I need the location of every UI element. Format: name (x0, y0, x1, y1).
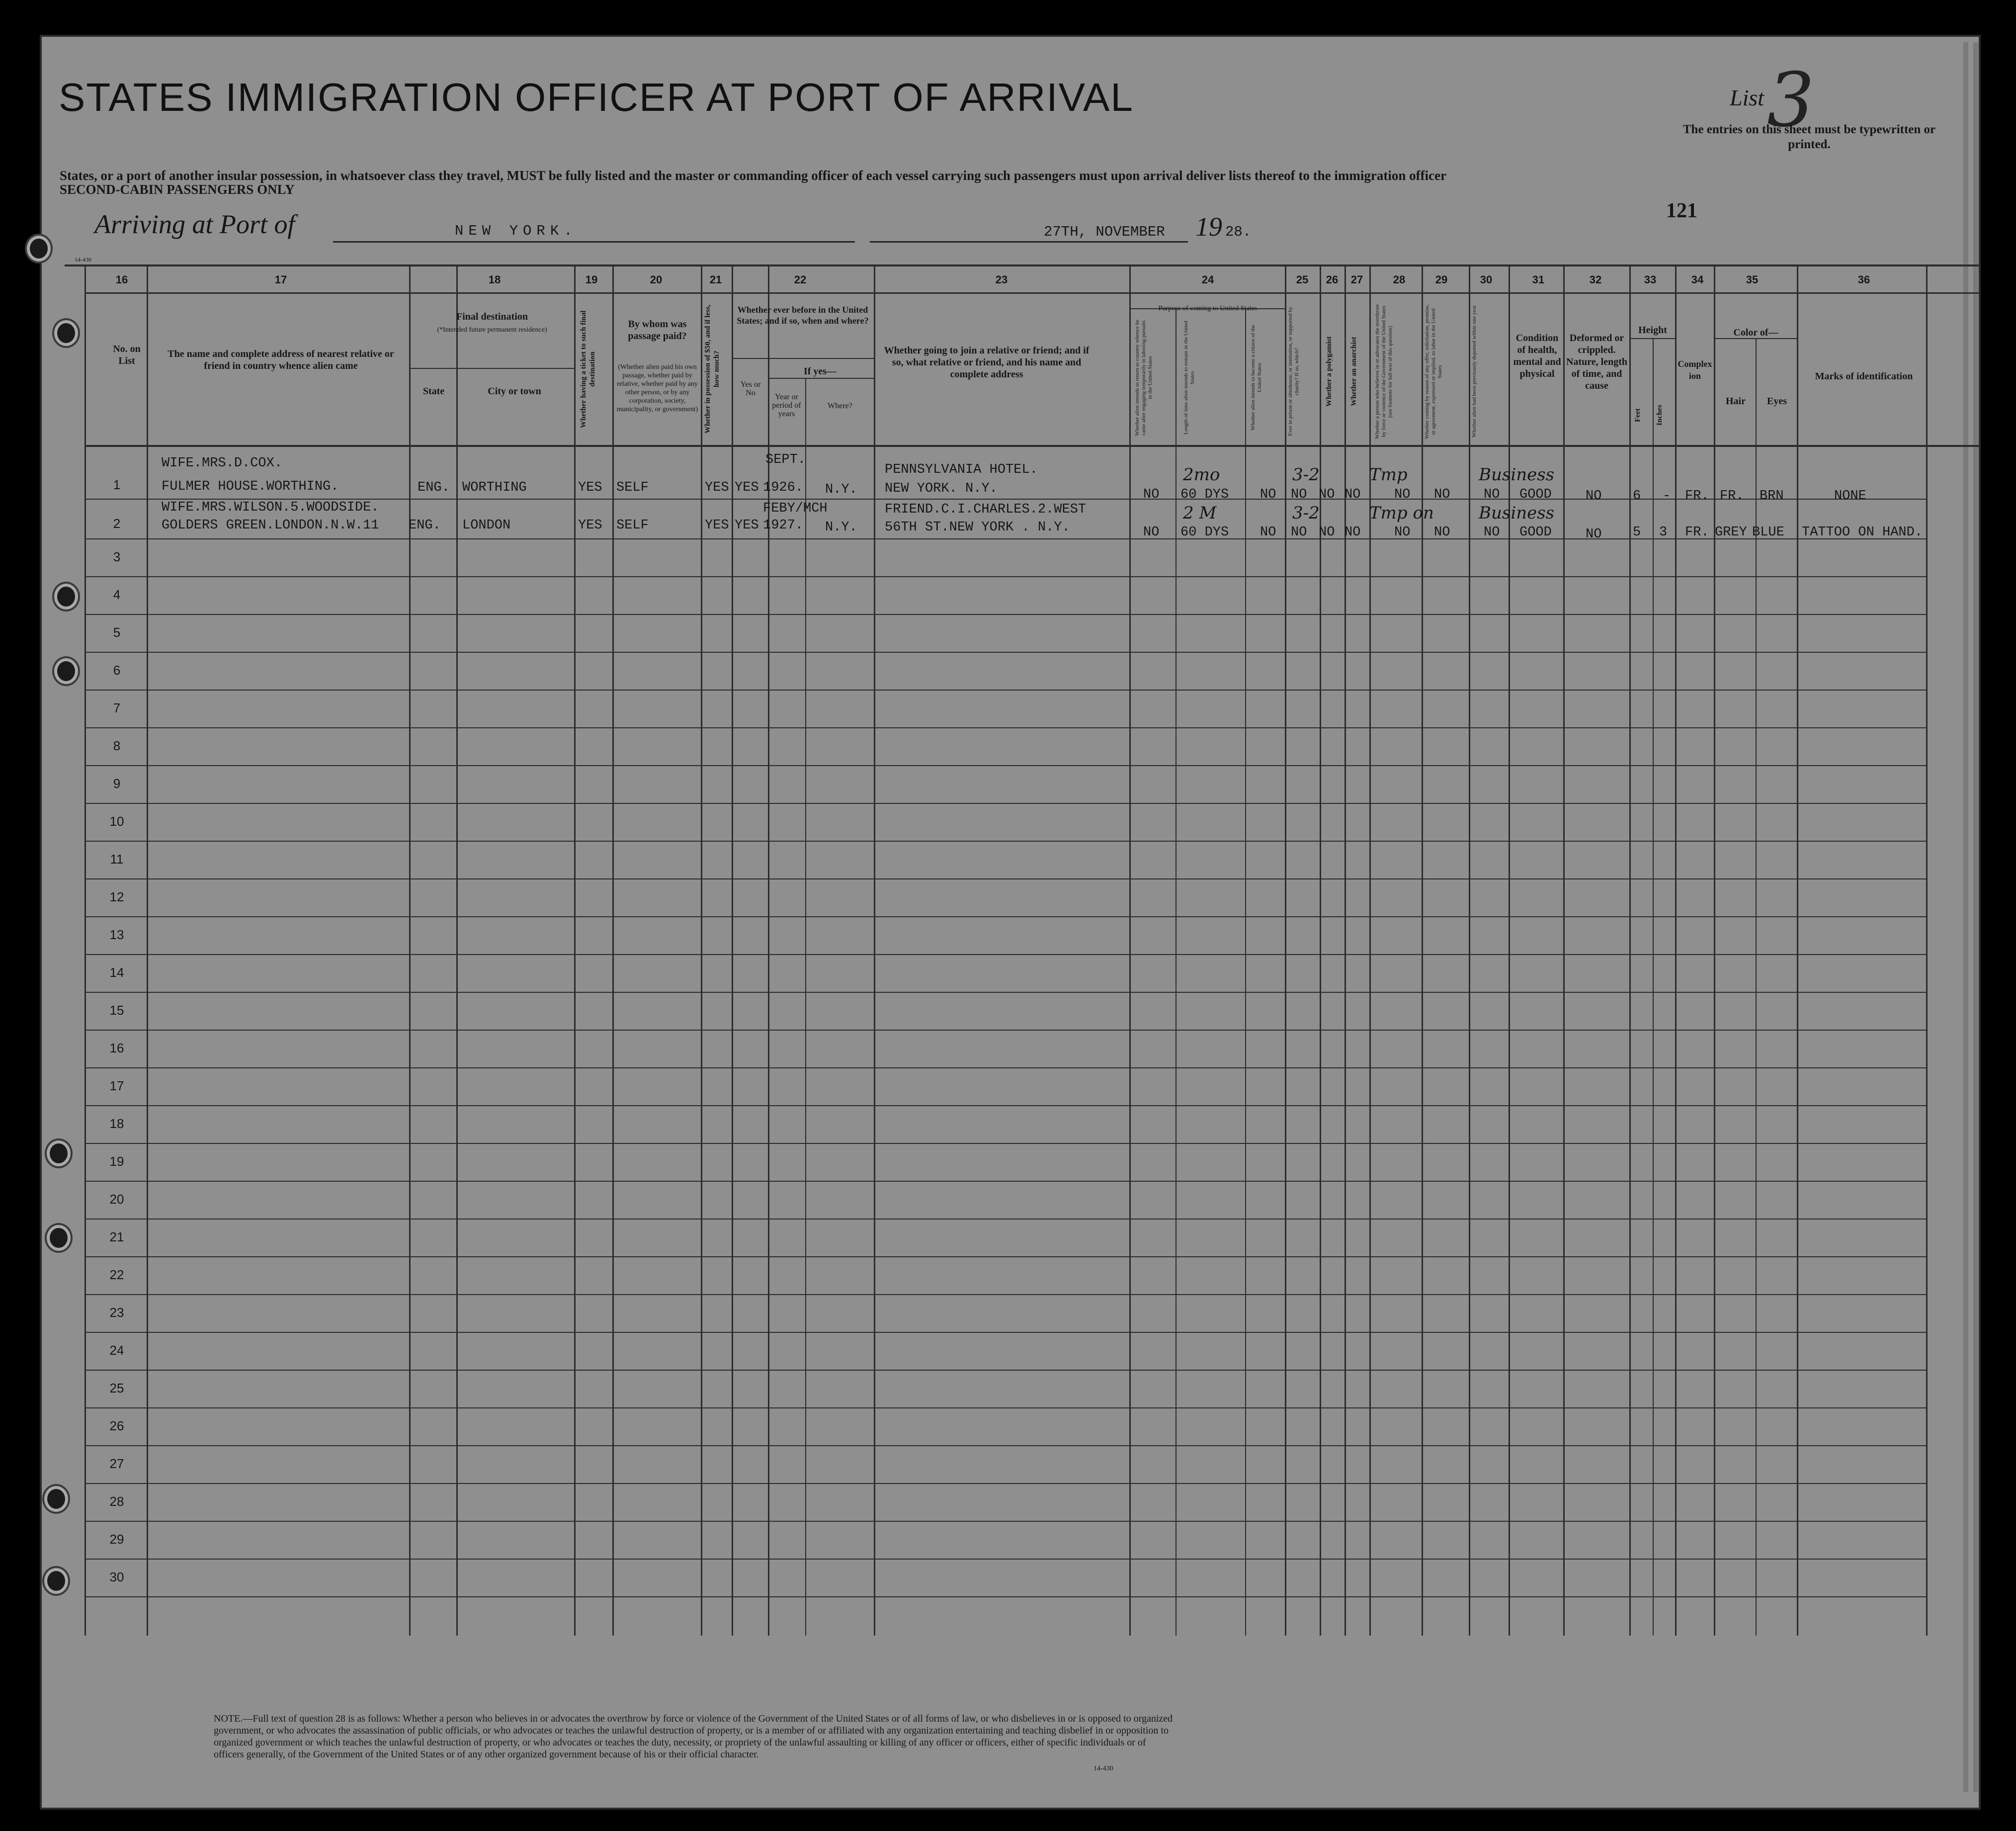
row-rule (84, 1407, 1926, 1408)
col-number: 28 (1393, 273, 1406, 286)
footnote-code: 14-430 (1093, 1765, 1113, 1772)
header-sub-rule (409, 368, 574, 369)
page-edge (1973, 42, 1978, 1792)
header-height: Height (1638, 325, 1667, 336)
row-rule (84, 954, 1926, 955)
joining-line1: PENNSYLVANIA HOTEL. (885, 462, 1038, 477)
sub-column-rule (805, 378, 806, 1636)
page-title: STATES IMMIGRATION OFFICER AT PORT OF ARRIVAL (59, 75, 1134, 119)
row-number: 6 (113, 663, 121, 678)
header-final-destination-note: (*Intended future permanent residence) (437, 326, 547, 334)
col-number: 16 (115, 273, 128, 286)
row-rule (84, 1596, 1926, 1597)
row-number: 18 (109, 1116, 124, 1131)
column-rule (574, 266, 576, 1636)
table-top-rule (65, 264, 1981, 266)
purpose-citizen: NO (1260, 487, 1276, 502)
row-number: 4 (113, 587, 121, 602)
row-rule (84, 1181, 1926, 1182)
height-feet: 6 (1633, 489, 1641, 504)
row-number: 1 (113, 477, 121, 492)
row-rule (84, 841, 1926, 842)
relative-line2: GOLDERS GREEN.LONDON.N.W.11 (162, 518, 379, 533)
dest-state: ENG. (409, 518, 441, 533)
q29: NO (1434, 487, 1450, 502)
money: YES (705, 518, 729, 533)
header-class: SECOND-CABIN PASSENGERS ONLY (60, 182, 295, 197)
col-number: 29 (1435, 273, 1448, 286)
row-rule (84, 652, 1926, 653)
handwritten-purpose: Tmp (1369, 465, 1408, 485)
column-rule (1926, 266, 1928, 1636)
row-number: 10 (109, 814, 124, 829)
polygamist: NO (1319, 487, 1335, 502)
col-number: 32 (1589, 273, 1602, 286)
row-rule (84, 1219, 1926, 1220)
column-rule (1129, 266, 1131, 1636)
row-number: 11 (110, 852, 124, 867)
row-number: 20 (109, 1192, 124, 1207)
sub-column-rule (1653, 338, 1654, 1636)
header-deformed: Deformed or crippled. Nature, length of time, and cause (1566, 333, 1627, 391)
column-rule (1714, 266, 1715, 1636)
header-purpose: Purpose of coming to United States (1158, 305, 1258, 312)
column-rule (147, 266, 148, 1636)
header-sub-rule (768, 378, 874, 379)
row-rule (84, 1445, 1926, 1446)
column-rule (1675, 266, 1677, 1636)
relative-line2: FULMER HOUSE.WORTHING. (162, 479, 339, 494)
header-q30: Whether alien had been previously deported within one year (1471, 305, 1477, 438)
column-rule (701, 266, 702, 1636)
row-rule (84, 803, 1926, 804)
header-if-yes: If yes— (803, 366, 837, 377)
header-complexion: Complexion (1678, 359, 1712, 381)
purpose-length-handwritten: 2 M (1183, 503, 1217, 523)
row-number: 26 (109, 1418, 124, 1433)
header-health: Condition of health, mental and physical (1513, 333, 1561, 379)
hair: GREY (1715, 525, 1747, 540)
marks: TATTOO ON HAND. (1802, 525, 1923, 540)
visit-where: N.Y. (825, 520, 857, 535)
port-underline (333, 241, 855, 243)
row-number: 12 (109, 889, 124, 904)
header-sub-rule (732, 358, 874, 359)
deformed: NO (1586, 489, 1602, 504)
col-number: 17 (274, 273, 287, 286)
row-rule (84, 1370, 1926, 1371)
header-ticket: Whether having a ticket to such final destination (580, 310, 596, 428)
col-number: 35 (1746, 273, 1759, 286)
header-money: Whether in possession of $50, and if less, how much? (704, 304, 721, 434)
column-rule (874, 266, 875, 1636)
header-polygamist: Whether a polygamist (1325, 336, 1333, 407)
header-marks: Marks of identification (1815, 371, 1913, 382)
header-purpose-citizen: Whether alien intends to become a citizen of the United States (1250, 325, 1262, 431)
height-inches: 3 (1659, 525, 1668, 540)
header-before-in-us: Whether ever before in the United States; and if so, when and where? (737, 305, 869, 326)
purpose-length: 60 DYS (1180, 525, 1229, 540)
relative-line1: WIFE.MRS.D.COX. (162, 456, 283, 471)
row-number: 3 (113, 549, 121, 564)
row-rule (84, 765, 1926, 766)
visit-year-line1: SEPT. (765, 452, 806, 467)
row-number: 24 (109, 1343, 124, 1358)
purpose-length-handwritten: 2mo (1183, 465, 1220, 485)
entries-note: The entries on this sheet must be typewritten or printed. (1682, 123, 1936, 151)
header-sub-rule (1629, 338, 1675, 339)
purpose-citizen: NO (1260, 525, 1276, 540)
complexion: FR. (1685, 489, 1709, 504)
col-number: 31 (1532, 273, 1545, 286)
row-number: 9 (113, 776, 121, 791)
date-underline (870, 241, 1188, 243)
dest-state: ENG. (418, 480, 450, 495)
footnote: NOTE.—Full text of question 28 is as follows: Whether a person who believes in or advocates the overthrow by force or violence of the Government of the United States or of all forms of law, or who disbelieves in or is opposed to organized government, or who advocates the assassination of public officials, or who advocates or teaches the unlawful destruction of property, or is a member of or affiliated with any organization entertaining and teaching disbelief in or opposition to organized government or which teaches the unlawful destruction of property, or who advocates or teaches the duty, necessity, or propriety of the unlawful assaulting or killing of any officer or officers, either of specific individuals or of officers generally, of the Government of the United States or of any other organized government because of his or their official character. (214, 1713, 1173, 1760)
row-number: 15 (109, 1003, 124, 1018)
row-rule (84, 1483, 1926, 1484)
port-value: NEW YORK. (455, 223, 578, 239)
before-in-us: YES (735, 518, 759, 533)
joining-line2: NEW YORK. N.Y. (885, 481, 998, 496)
visit-year-line2: 1927. (763, 518, 804, 533)
before-in-us: YES (735, 480, 759, 495)
header-purpose-return: Whether alien intends to return to country whence he came after engaging temporarily in laboring pursuits in the United States (1134, 320, 1153, 436)
row-number: 27 (109, 1456, 124, 1471)
row-number: 14 (109, 965, 124, 980)
arriving-label: Arriving at Port of (94, 209, 295, 239)
handwritten-business: Business (1479, 503, 1555, 523)
health: GOOD (1519, 525, 1552, 540)
col-number: 23 (995, 273, 1008, 286)
health: GOOD (1519, 487, 1552, 502)
page-edge (1963, 42, 1968, 1792)
binder-hole (50, 1228, 68, 1248)
header-final-destination: Final destination (456, 311, 528, 322)
header-feet: Feet (1634, 408, 1642, 422)
column-rule (1563, 266, 1565, 1636)
col-number: 34 (1691, 273, 1704, 286)
row-rule (84, 1067, 1926, 1068)
joining-line2: 56TH ST.NEW YORK . N.Y. (885, 520, 1070, 535)
binder-hole (47, 1489, 65, 1509)
row-rule (84, 878, 1926, 879)
column-rule (1629, 266, 1631, 1636)
money: YES (705, 480, 729, 495)
row-rule (84, 1143, 1926, 1144)
joining-line1: FRIEND.C.I.CHARLES.2.WEST (885, 502, 1087, 517)
col-number: 22 (794, 273, 807, 286)
row-number: 7 (113, 700, 121, 715)
col-number: 18 (488, 273, 501, 286)
header-q28: Whether a person who believes in or advocates the overthrow by force or violence of the Government of the United States (see footnote for full text of this question) (1374, 304, 1393, 439)
column-rule (456, 266, 458, 1636)
dest-city: WORTHING (462, 480, 527, 495)
col-number: 21 (709, 273, 722, 286)
col-number: 25 (1296, 273, 1309, 286)
column-rule (612, 266, 614, 1636)
header-city: City or town (488, 386, 541, 397)
row-rule (84, 992, 1926, 993)
header-anarchist: Whether an anarchist (1350, 337, 1358, 407)
row-rule (84, 916, 1926, 917)
anarchist: NO (1344, 487, 1361, 502)
row-rule (84, 1521, 1926, 1522)
header-inches: Inches (1656, 405, 1664, 426)
row-rule (84, 1030, 1926, 1031)
row-rule (84, 614, 1926, 615)
row-number: 23 (109, 1305, 124, 1320)
eyes: BRN (1760, 489, 1784, 504)
binder-hole (47, 1571, 65, 1591)
binder-hole (57, 587, 75, 607)
visit-year-line1: FEBY/MCH (763, 501, 828, 516)
row-number: 28 (109, 1494, 124, 1509)
anarchist: NO (1344, 525, 1361, 540)
row-number: 30 (109, 1569, 124, 1584)
header-eyes: Eyes (1767, 396, 1787, 407)
q28: NO (1394, 487, 1411, 502)
form-code: 14-430 (75, 256, 91, 263)
header-purpose-length: Length of time alien intends to remain in the United States (1183, 321, 1195, 435)
header-joining: Whether going to join a relative or friend; and if so, what relative or friend, and his name and complete address (884, 345, 1090, 380)
ticket: YES (578, 480, 602, 495)
column-rule (1344, 266, 1346, 1636)
column-rule (1422, 266, 1423, 1636)
complexion: FR. (1685, 525, 1709, 540)
column-rule (1320, 266, 1321, 1636)
header-hair: Hair (1726, 396, 1746, 407)
binder-hole (30, 239, 48, 259)
row-rule (84, 690, 1926, 691)
sheet-number: 121 (1666, 199, 1697, 222)
col-number: 30 (1480, 273, 1493, 286)
row-number: 13 (109, 927, 124, 942)
header-yes-no: Yes or No (740, 380, 761, 397)
prison: NO (1291, 525, 1307, 540)
col-number: 27 (1350, 273, 1363, 286)
purpose-return: NO (1143, 525, 1160, 540)
row-number: 29 (109, 1532, 124, 1547)
marks: NONE (1834, 489, 1866, 504)
col-number: 20 (650, 273, 663, 286)
paid-by: SELF (616, 480, 649, 495)
column-rule (1469, 266, 1470, 1636)
header-relative: The name and complete address of nearest relative or friend in country whence alien came (168, 349, 394, 371)
handwritten-code: 3-2 (1292, 503, 1320, 523)
column-rule (84, 266, 86, 1636)
year-prefix: 19 (1195, 212, 1222, 242)
year-suffix: 28. (1225, 224, 1252, 240)
q28: NO (1394, 525, 1411, 540)
q29: NO (1434, 525, 1450, 540)
col-number: 36 (1857, 273, 1870, 286)
row-rule (84, 499, 1926, 500)
column-rule (768, 266, 769, 1636)
col-number: 26 (1326, 273, 1339, 286)
handwritten-code: 3-2 (1292, 465, 1320, 485)
relative-line1: WIFE.MRS.WILSON.5.WOODSIDE. (162, 500, 379, 515)
hair: FR. (1720, 489, 1744, 504)
list-number: 3 (1767, 57, 1815, 144)
row-rule (84, 1105, 1926, 1106)
header-bottom-rule (84, 445, 1981, 447)
row-rule (84, 1332, 1926, 1333)
header-paid-by-note: (Whether alien paid his own passage, whether paid by relative, whether paid by any other person, or by any corporation, society, municipality, or government) (616, 363, 698, 413)
row-rule (84, 1256, 1926, 1257)
col-number: 24 (1201, 273, 1214, 286)
row-rule (84, 1559, 1926, 1560)
column-rule (1285, 266, 1286, 1636)
q30: NO (1484, 487, 1500, 502)
col-number: 19 (585, 273, 598, 286)
row-rule (84, 576, 1926, 577)
column-rule (1797, 266, 1798, 1636)
prison: NO (1291, 487, 1307, 502)
header-where: Where? (828, 402, 852, 410)
header-paid-by: By whom was passage paid? (628, 319, 687, 342)
handwritten-business: Business (1479, 465, 1555, 485)
row-number: 17 (109, 1078, 124, 1093)
row-number: 25 (109, 1381, 124, 1395)
row-number: 19 (109, 1154, 124, 1169)
header-state: State (422, 386, 445, 397)
column-rule (409, 266, 411, 1636)
row-rule (84, 1294, 1926, 1295)
list-label: List (1730, 85, 1764, 110)
header-instruction: States, or a port of another insular possession, in whatsoever class they travel, MUST be fully listed and the master or commanding officer of each vessel carrying such passengers must upon arrival deliver lists thereof to the immigration officer (60, 168, 1447, 183)
row-number: 16 (109, 1041, 124, 1055)
row-number: 2 (113, 516, 121, 531)
manifest-sheet (40, 35, 1981, 1810)
height-feet: 5 (1633, 525, 1641, 540)
binder-hole (50, 1143, 68, 1163)
dest-city: LONDON (462, 518, 511, 533)
header-color-of: Color of— (1733, 327, 1778, 338)
binder-hole (57, 323, 75, 343)
visit-where: N.Y. (825, 482, 857, 497)
number-row-rule (84, 292, 1981, 294)
purpose-return: NO (1143, 487, 1160, 502)
ticket: YES (578, 518, 602, 533)
row-number: 21 (109, 1229, 124, 1244)
header-year-period: Year or period of years (772, 393, 801, 418)
row-number: 22 (109, 1267, 124, 1282)
paid-by: SELF (616, 518, 649, 533)
sub-column-rule (1245, 308, 1246, 1636)
row-number: 5 (113, 625, 121, 640)
column-rule (732, 266, 733, 1636)
date-value: 27TH, NOVEMBER (1044, 224, 1165, 240)
header-prison: Ever in prison or almshouse, or institution, or supported by charity? If so, which? (1287, 307, 1300, 436)
eyes: BLUE (1752, 525, 1784, 540)
row-rule (84, 727, 1926, 728)
polygamist: NO (1319, 525, 1335, 540)
visit-year-line2: 1926. (763, 480, 804, 495)
deformed: NO (1586, 527, 1602, 542)
header-no-on-list: No. on List (113, 344, 141, 366)
binder-hole (57, 661, 75, 681)
purpose-length: 60 DYS (1180, 487, 1229, 502)
handwritten-purpose: Tmp on (1369, 503, 1434, 523)
row-rule (84, 538, 1926, 539)
header-q29: Whether coming by reason of any offer, solicitation, promise, or agreement, expressed or implied, to labor in the United States (1424, 304, 1443, 439)
col-number: 33 (1644, 273, 1657, 286)
height-inches: - (1663, 489, 1671, 504)
row-number: 8 (113, 738, 121, 753)
q30: NO (1484, 525, 1500, 540)
